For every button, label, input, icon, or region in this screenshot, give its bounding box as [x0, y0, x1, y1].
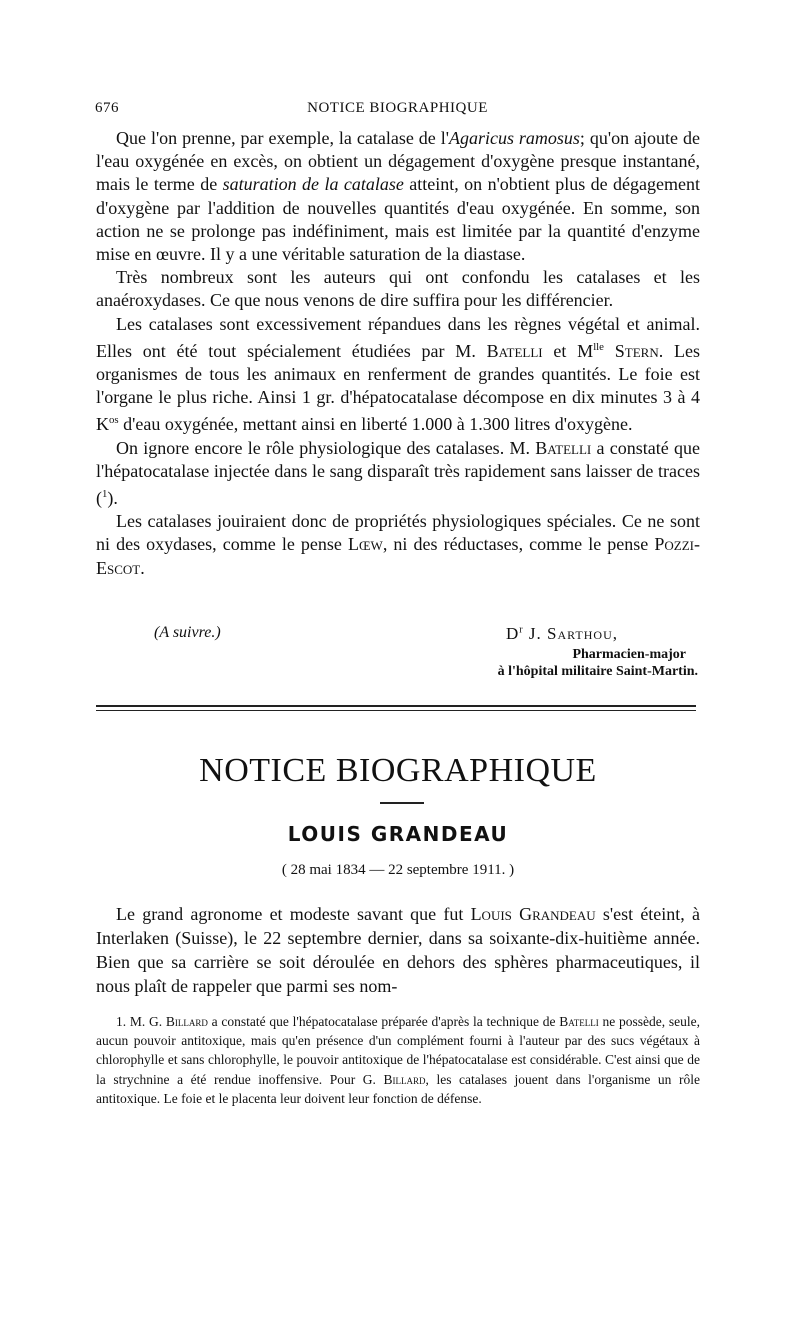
author-initial: J.: [528, 624, 542, 643]
author-affiliation: à l'hôpital militaire Saint-Martin.: [497, 664, 698, 679]
text-run: .: [140, 557, 145, 578]
footnote-paragraph: [96, 1012, 700, 1108]
text-run: a constaté que l'hépatocatalase injectée dans le sang disparaît très rapidement sans laisser de traces (: [96, 437, 701, 509]
small-caps-name: Louis Grandeau: [470, 904, 596, 924]
paragraph: [96, 902, 700, 998]
author-role: Pharmacien-major: [572, 647, 686, 662]
small-caps-name: Batelli: [559, 1014, 599, 1029]
author-title: D: [506, 624, 520, 643]
text-run: , ni des réductases, comme le pense: [382, 534, 655, 555]
running-title: NOTICE BIOGRAPHIQUE: [307, 100, 488, 116]
text-run: , les catalases jouent dans l'organisme un rôle antitoxique. Le foie et le placenta leur doivent leur fonction de défense.: [96, 1071, 700, 1106]
paragraph: [96, 127, 700, 266]
text-run: Les catalases jouiraient donc de propriétés physiologiques spéciales. Ce ne sont ni des oxydases, comme le pense: [96, 511, 700, 555]
text-run: Le grand agronome et modeste savant que fut: [116, 904, 471, 924]
subject-dates: ( 28 mai 1834 — 22 septembre 1911. ): [281, 862, 515, 878]
to-be-continued: (A suivre.): [154, 624, 221, 641]
superscript: os: [109, 414, 119, 427]
notice-body: [96, 902, 700, 998]
text-run: [604, 341, 615, 361]
text-run: Que l'on prenne, par exemple, la catalase de l': [116, 128, 449, 148]
paragraph: [96, 313, 700, 437]
text-run: d'eau oxygénée, mettant ainsi en liberté 1.000 à 1.300 litres d'oxygène.: [118, 414, 633, 435]
small-caps-name: Billard: [165, 1014, 208, 1029]
title-rule: [380, 802, 424, 804]
text-run: Très nombreux sont les auteurs qui ont confondu les catalases et les anaéroxydases. Ce que nous venons de dire suffira pour les différencier.: [96, 267, 700, 311]
text-run: ).: [107, 488, 118, 509]
small-caps-name: Pozzi-Escot: [96, 534, 700, 578]
text-run: atteint, on n'obtient plus de dégagement d'oxygène par l'addition de nouvelles quantités d'eau oxygénée. En somme, son action ne se prolonge pas indéfiniment, mais est limitée par la quantité d'enzyme mise en œuvre. Il y a une véritable saturation de la diastase.: [96, 174, 700, 265]
subject-name: LOUIS GRANDEAU: [287, 822, 509, 846]
small-caps-name: Billard: [383, 1071, 426, 1087]
small-caps-name: Batelli: [535, 437, 592, 458]
paragraph: [96, 266, 700, 312]
footnote: [96, 1012, 700, 1108]
article-body: [96, 127, 700, 580]
text-run: et M: [542, 340, 594, 361]
text-run: ; qu'on ajoute de l'eau oxygénée en excès, on obtient un dégagement d'oxygène presque instantané, mais le terme de: [96, 128, 700, 195]
text-run: s'est éteint, à Interlaken (Suisse), le 22 septembre dernier, dans sa soixante-dix-huitième année. Bien que sa carrière se soit déroulée en dehors des sphères pharmaceutiques, il nous plaît de rappeler que parmi ses nom-: [96, 904, 700, 996]
small-caps-name: Stern: [614, 340, 659, 361]
text-run: Les catalases sont excessivement répandues dans les règnes végétal et animal. Elles ont été tout spécialement étudiées par M.: [96, 313, 700, 361]
italic-span: Agaricus ramosus: [448, 128, 580, 148]
running-header: [95, 100, 700, 122]
small-caps-name: Batelli: [486, 340, 543, 361]
section-divider-thick: [96, 705, 696, 707]
paragraph: [96, 437, 700, 511]
author-name: [506, 624, 618, 644]
text-run: ne possède, seule, aucun pouvoir antitoxique, mais qu'en présence d'un complément fourni à l'auteur par des sucs végétaux à chlorophylle et sans chlorophylle, le pouvoir antitoxique de l'hépatocatalase est considérable. C'est ainsi que de la strychnine a été rendue inoffensive. Pour G.: [96, 1014, 700, 1087]
text-run: a constaté que l'hépatocatalase préparée d'après la technique de: [207, 1014, 560, 1029]
text-run: On ignore encore le rôle physiologique des catalases. M.: [116, 437, 536, 458]
author-title-sup: r: [519, 624, 524, 636]
superscript: lle: [593, 340, 604, 353]
italic-span: saturation de la catalase: [222, 174, 404, 195]
section-title: NOTICE BIOGRAPHIQUE: [199, 752, 597, 789]
signature-block: [96, 624, 700, 686]
paragraph: [96, 510, 700, 580]
small-caps-name: Lœw: [348, 534, 383, 555]
page-number: 676: [95, 100, 119, 116]
author-surname: Sarthou,: [547, 624, 618, 643]
text-run: 1. M. G.: [116, 1014, 166, 1029]
superscript: 1: [102, 488, 108, 501]
section-divider-thin: [96, 710, 696, 711]
text-run: . Les organismes de tous les animaux en renferment de grandes quantités. Le foie est l'organe le plus riche. Ainsi 1 gr. d'hépatocatalase décompose en dix minutes 3 à 4 K: [96, 340, 700, 435]
